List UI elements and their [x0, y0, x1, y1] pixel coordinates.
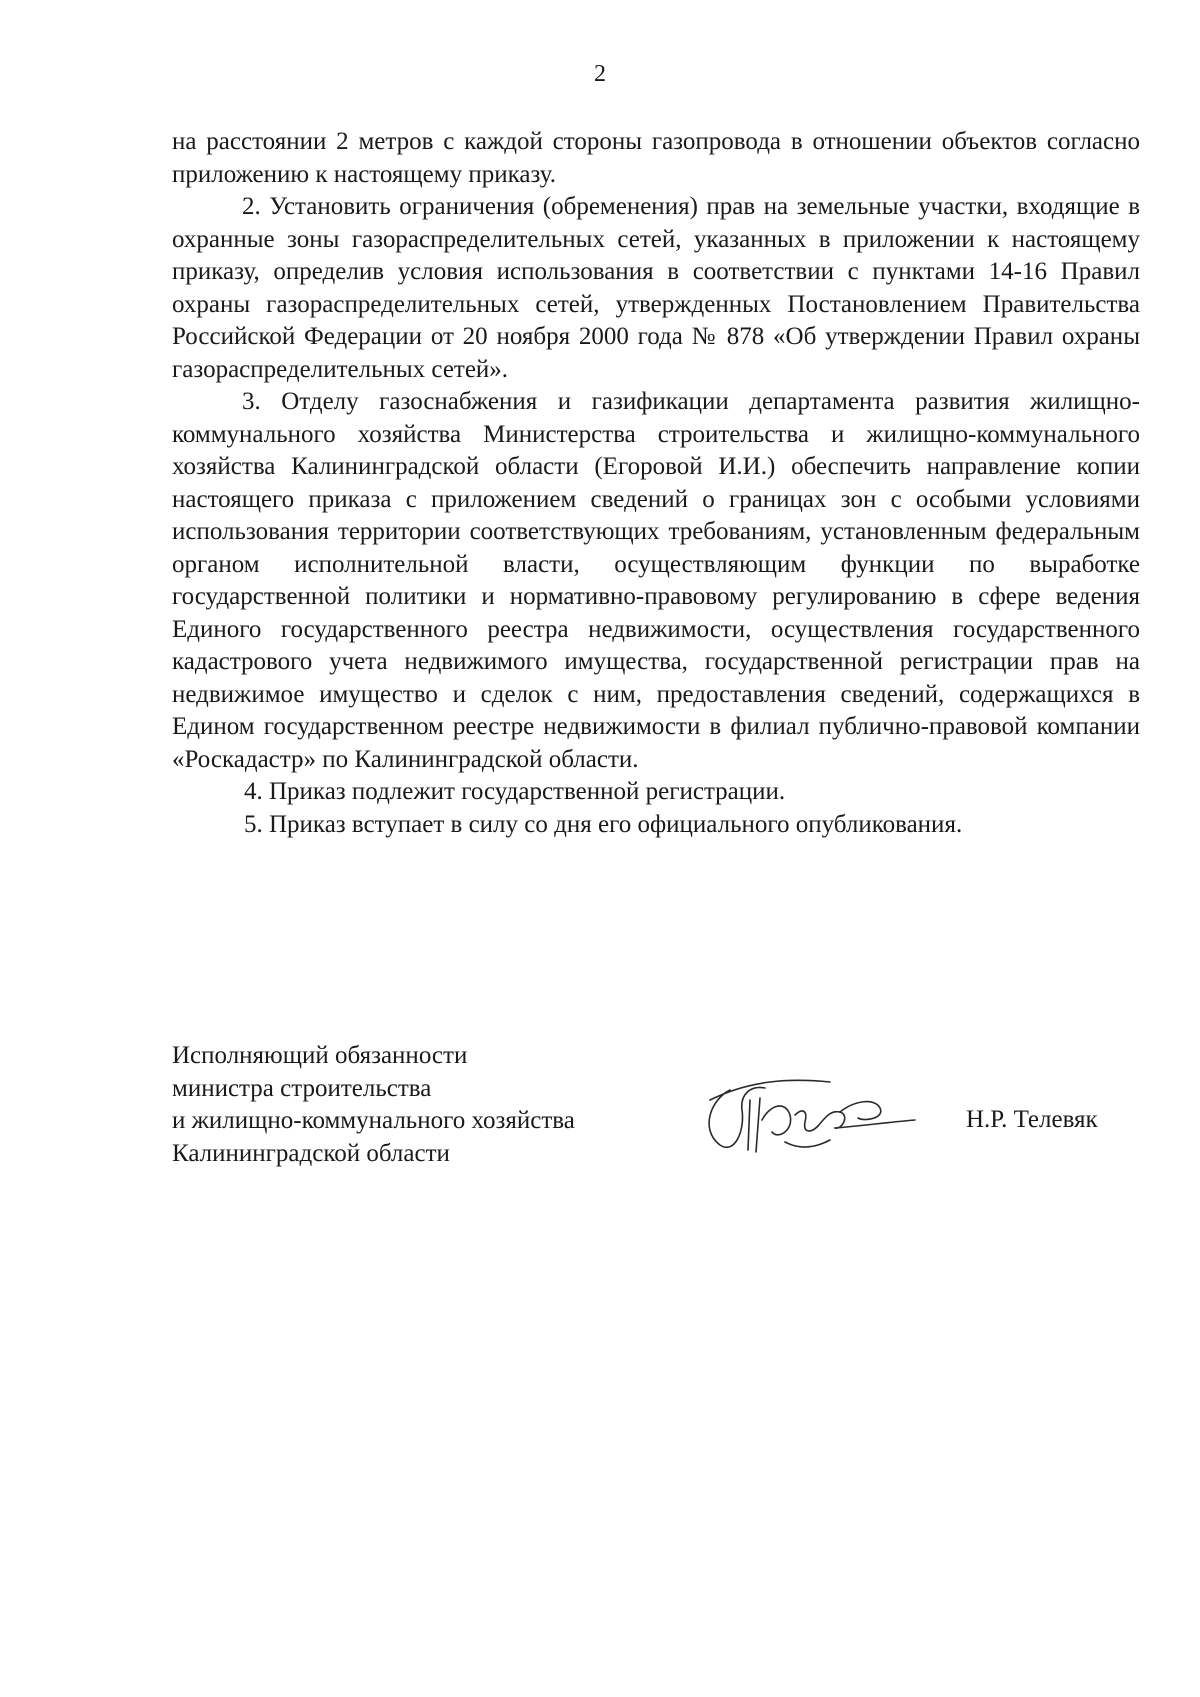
paragraph-item-3: 3. Отделу газоснабжения и газификации департамента развития жилищно-коммунального хозяйства Министерства строительства и жилищно-коммунального хозяйства Калининградской области (Егоровой И.И.) обеспечить направление копии настоящего приказа с приложением сведений о границах зон с особыми условиями использования территории соответствующих требованиям, установленным федеральным органом исполнительной власти, осуществляющим функции по выработке государственной политики и нормативно-правовому регулированию в сфере ведения Единого государственного реестра недвижимости, осуществления государственного кадастрового учета недвижимого имущества, государственной регистрации прав на недвижимое имущество и сделок с ним, предоставления сведений, содержащихся в Едином государственном реестре недвижимости в филиал публично-правовой компании «Роскадастр» по Калининградской области.	[172, 388, 1140, 773]
signatory-title-line: и жилищно-коммунального хозяйства	[172, 1107, 575, 1134]
handwritten-signature	[690, 1060, 920, 1170]
signatory-title	[172, 1040, 575, 1170]
signatory-title-line: Исполняющий обязанности	[172, 1042, 468, 1069]
paragraph-continuation: на расстоянии 2 метров с каждой стороны газопровода в отношении объектов согласно приложению к настоящему приказу.	[172, 128, 1140, 188]
paragraph-item-2: 2. Установить ограничения (обременения) прав на земельные участки, входящие в охранные зоны газораспределительных сетей, указанных в приложении к настоящему приказу, определив условия использования в соответствии с пунктами 14-16 Правил охраны газораспределительных сетей, утвержденных Постановлением Правительства Российской Федерации от 20 ноября 2000 года № 878 «Об утверждении Правил охраны газораспределительных сетей».	[172, 193, 1140, 383]
signatory-name: Н.Р. Телевяк	[966, 1106, 1098, 1133]
paragraph-item-4: 4. Приказ подлежит государственной регистрации.	[244, 778, 786, 805]
document-body	[172, 126, 1140, 841]
paragraph-item-5: 5. Приказ вступает в силу со дня его официального опубликования.	[244, 810, 963, 838]
signatory-title-line: министра строительства	[172, 1074, 432, 1102]
signatory-title-line: Калининградской области	[172, 1139, 450, 1167]
page-number: 2	[594, 61, 606, 87]
